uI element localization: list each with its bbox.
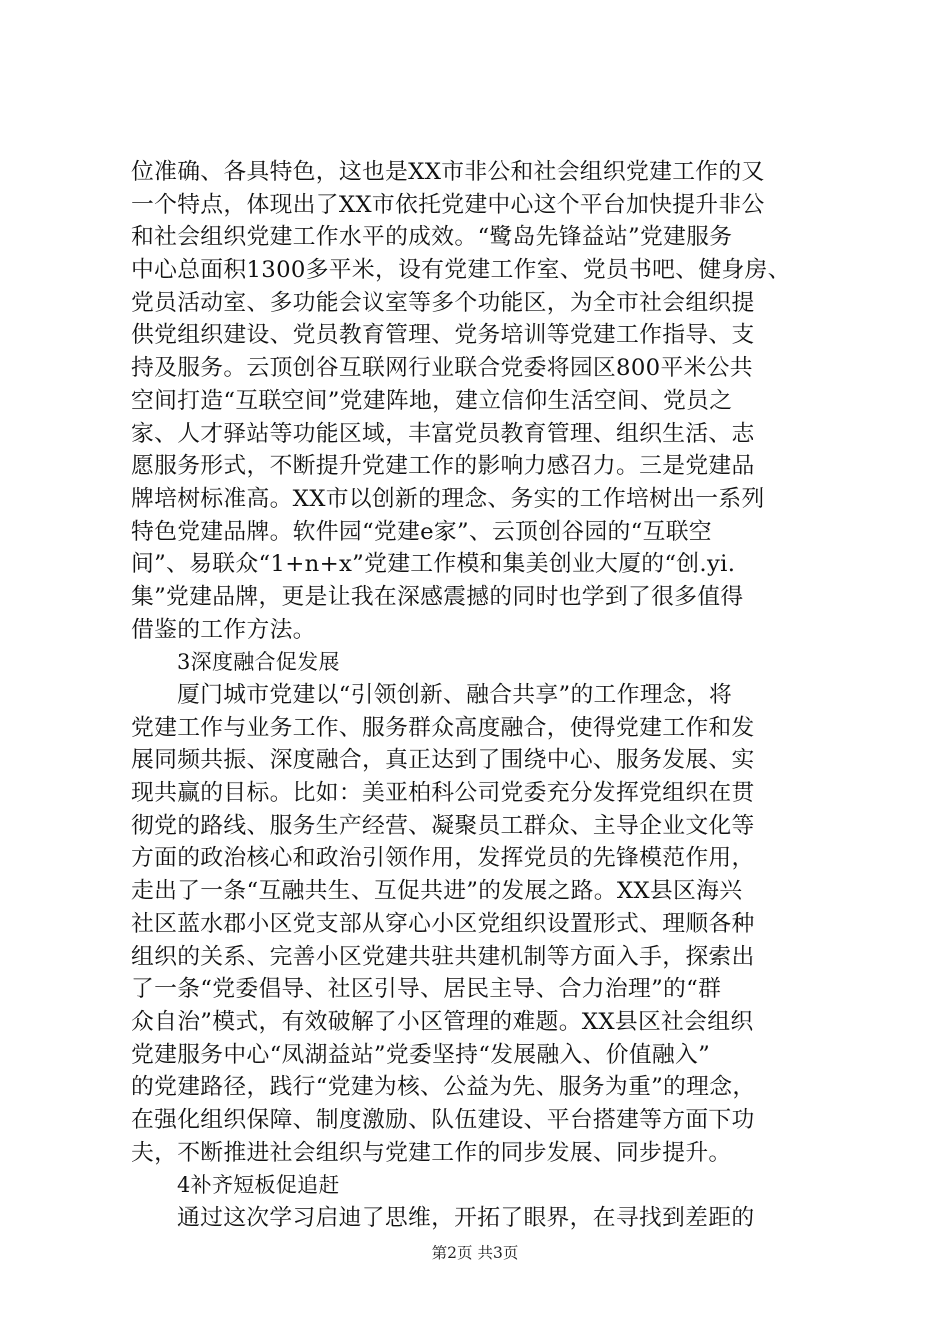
section-heading: 4补齐短板促追赶: [177, 1173, 340, 1198]
text-line: 持及服务。云顶创谷互联网行业联合党委将园区800平米公共: [131, 355, 753, 382]
text-line: 众自治”模式，有效破解了小区管理的难题。XX县区社会组织: [131, 1008, 754, 1035]
text-line: 在强化组织保障、制度激励、队伍建设、平台搭建等方面下功: [131, 1106, 755, 1133]
text-line: 党建服务中心“凤湖益站”党委坚持“发展融入、价值融入”: [131, 1041, 711, 1068]
page-footer: 第2页 共3页: [431, 1244, 519, 1262]
text-line: 和社会组织党建工作水平的成效。“鹭岛先锋益站”党建服务: [131, 224, 733, 251]
text-line: 集”党建品牌，更是让我在深感震撼的同时也学到了很多值得: [131, 583, 744, 610]
text-line: 间”、易联众“1+n+x”党建工作模和集美创业大厦的“创.yi.: [131, 551, 736, 578]
text-line: 社区蓝水郡小区党支部从穿心小区党组织设置形式、理顺各种: [131, 910, 755, 937]
text-line: 特色党建品牌。软件园“党建e家”、云顶创谷园的“互联空: [131, 518, 712, 545]
text-line: 方面的政治核心和政治引领作用，发挥党员的先锋模范作用，: [131, 845, 755, 872]
text-line: 供党组织建设、党员教育管理、党务培训等党建工作指导、支: [131, 322, 755, 349]
text-line: 中心总面积1300多平米，设有党建工作室、党员书吧、健身房、: [131, 257, 791, 284]
text-line: 了一条“党委倡导、社区引导、居民主导、合力治理”的“群: [131, 976, 722, 1003]
text-line: 党员活动室、多功能会议室等多个功能区，为全市社会组织提: [131, 289, 755, 316]
text-line: 家、人才驿站等功能区域，丰富党员教育管理、组织生活、志: [131, 420, 755, 447]
text-line: 现共赢的目标。比如：美亚柏科公司党委充分发挥党组织在贯: [131, 780, 755, 807]
document-body: [131, 156, 831, 1235]
text-line: 牌培树标准高。XX市以创新的理念、务实的工作培树出一系列: [131, 485, 765, 512]
text-line: 夫，不断推进社会组织与党建工作的同步发展、同步提升。: [131, 1139, 732, 1166]
text-line: 位准确、各具特色，这也是XX市非公和社会组织党建工作的又: [131, 159, 765, 185]
text-line: 走出了一条“互融共生、互促共进”的发展之路。XX县区海兴: [131, 878, 743, 905]
text-line: 一个特点，体现出了XX市依托党建中心这个平台加快提升非公: [131, 191, 765, 218]
text-line: 借鉴的工作方法。: [131, 616, 316, 643]
text-line: 党建工作与业务工作、服务群众高度融合，使得党建工作和发: [131, 714, 755, 741]
text-line: 组织的关系、完善小区党建共驻共建机制等方面入手，探索出: [131, 943, 755, 970]
text-line: 厦门城市党建以“引领创新、融合共享”的工作理念，将: [177, 682, 733, 708]
text-line: 愿服务形式，不断提升党建工作的影响力感召力。三是党建品: [131, 453, 755, 480]
text-line: 空间打造“互联空间”党建阵地，建立信仰生活空间、党员之: [131, 387, 733, 414]
text-line: 的党建路径，践行“党建为核、公益为先、服务为重”的理念，: [131, 1074, 756, 1101]
section-heading: 3深度融合促发展: [177, 650, 340, 675]
text-line: 彻党的路线、服务生产经营、凝聚员工群众、主导企业文化等: [131, 812, 755, 839]
text-line: 通过这次学习启迪了思维，开拓了眼界，在寻找到差距的: [177, 1205, 755, 1231]
text-line: 展同频共振、深度融合，真正达到了围绕中心、服务发展、实: [131, 747, 755, 774]
